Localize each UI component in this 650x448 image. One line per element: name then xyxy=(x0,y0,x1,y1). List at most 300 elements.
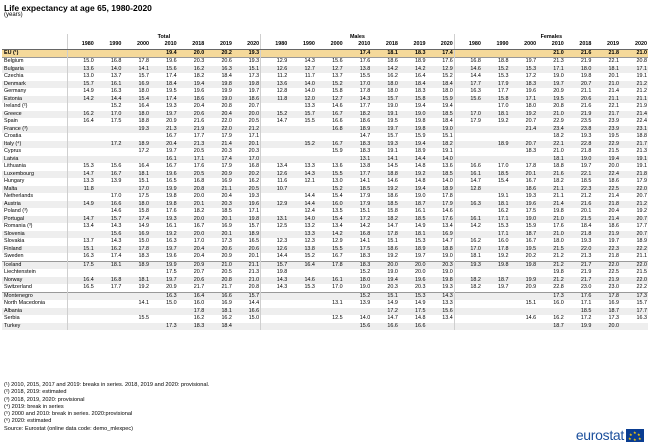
value-cell: 15.5 xyxy=(304,118,315,124)
value-cell: 15.7 xyxy=(138,73,150,79)
value-cell: 20.0 xyxy=(178,231,206,239)
value-cell: 19.4 xyxy=(399,141,427,149)
value-cell: 17.6 xyxy=(166,208,177,214)
value-cell: 14.0 xyxy=(304,88,315,94)
value-cell: 17.8 xyxy=(178,308,206,316)
value-cell: 19.8 xyxy=(233,216,261,224)
value-cell: 15.7 xyxy=(387,133,398,139)
value-cell: 22.1 xyxy=(608,103,620,109)
value-cell: 16.8 xyxy=(316,126,344,134)
value-cell: 16.1 xyxy=(150,156,178,164)
table-row xyxy=(2,58,648,66)
value-cell xyxy=(95,308,123,316)
table-row xyxy=(2,284,648,292)
country-cell: Romania (³) xyxy=(4,223,33,229)
value-cell: 17.3 xyxy=(537,292,565,300)
year-header: 2000 xyxy=(316,41,344,49)
value-cell: 20.1 xyxy=(608,73,620,79)
value-cell: 21.1 xyxy=(537,186,565,194)
value-cell: 18.5 xyxy=(580,178,592,184)
value-cell: 20.0 xyxy=(399,261,427,269)
value-cell: 17.8 xyxy=(359,88,371,94)
value-cell: 13.9 xyxy=(359,300,371,306)
value-cell: 19.7 xyxy=(509,58,537,66)
value-cell: 15.2 xyxy=(442,73,453,79)
table-row xyxy=(2,193,648,201)
table-row xyxy=(2,163,648,171)
value-cell: 18.5 xyxy=(371,201,399,209)
value-cell: 23.0 xyxy=(580,284,592,290)
value-cell: 18.1 xyxy=(482,201,510,209)
value-cell: 21.0 xyxy=(620,49,648,58)
value-cell: 21.2 xyxy=(620,81,648,89)
year-header: 2019 xyxy=(205,41,233,49)
value-cell: 16.1 xyxy=(166,223,177,229)
value-cell: 12.9 xyxy=(332,238,343,244)
value-cell: 13.4 xyxy=(442,223,453,229)
value-cell: 19.3 xyxy=(580,238,592,244)
value-cell: 12.1 xyxy=(304,178,315,184)
value-cell: 11.6 xyxy=(261,178,289,186)
value-cell: 16.6 xyxy=(95,201,123,209)
value-cell: 15.3 xyxy=(509,66,537,74)
value-cell: 14.7 xyxy=(261,118,289,126)
value-cell: 15.4 xyxy=(497,178,509,184)
value-cell: 19.4 xyxy=(592,156,620,164)
value-cell: 18.3 xyxy=(178,323,206,331)
value-cell: 20.1 xyxy=(178,201,206,209)
value-cell: 18.5 xyxy=(427,111,455,119)
group-header-total: Total xyxy=(67,34,261,41)
value-cell: 18.0 xyxy=(525,103,537,109)
table-row xyxy=(2,73,648,81)
value-cell: 11.7 xyxy=(304,73,315,79)
value-cell: 16.3 xyxy=(636,315,647,321)
value-cell: 20.8 xyxy=(221,103,232,109)
value-cell: 21.2 xyxy=(620,201,648,209)
table-row xyxy=(2,277,648,285)
value-cell: 16.3 xyxy=(454,88,482,96)
value-cell: 17.2 xyxy=(525,73,537,79)
value-cell xyxy=(95,148,123,156)
value-cell xyxy=(261,323,289,331)
value-cell: 18.7 xyxy=(592,308,620,316)
value-cell: 19.4 xyxy=(415,103,426,109)
value-cell: 20.9 xyxy=(553,88,564,94)
value-cell: 13.8 xyxy=(288,246,316,254)
value-cell: 19.7 xyxy=(415,253,426,259)
value-cell: 17.5 xyxy=(344,246,372,254)
value-cell: 17.4 xyxy=(205,156,233,164)
value-cell: 20.7 xyxy=(565,81,593,89)
value-cell: 12.7 xyxy=(316,96,344,104)
value-cell: 14.4 xyxy=(304,193,315,199)
value-cell: 22.1 xyxy=(592,58,620,66)
value-cell: 19.6 xyxy=(150,58,178,66)
value-cell: 17.9 xyxy=(221,163,232,169)
value-cell xyxy=(482,323,510,331)
value-cell: 18.2 xyxy=(344,111,372,119)
value-cell: 19.8 xyxy=(580,73,592,79)
table-body xyxy=(2,49,648,330)
value-cell: 18.8 xyxy=(636,133,647,139)
value-cell: 18.0 xyxy=(138,88,150,94)
value-cell: 16.2 xyxy=(248,178,260,184)
year-header: 2000 xyxy=(122,41,150,49)
value-cell: 13.6 xyxy=(261,81,289,89)
value-cell: 23.9 xyxy=(608,118,620,124)
value-cell: 20.7 xyxy=(509,141,537,149)
table-row xyxy=(2,308,648,316)
value-cell: 21.0 xyxy=(592,81,620,89)
value-cell: 20.6 xyxy=(205,58,233,66)
value-cell: 17.8 xyxy=(525,163,537,169)
value-cell: 16.7 xyxy=(316,141,344,149)
value-cell: 16.7 xyxy=(525,178,537,184)
value-cell: 17.8 xyxy=(122,246,150,254)
table-row xyxy=(2,261,648,269)
value-cell: 14.2 xyxy=(67,96,95,104)
value-cell xyxy=(454,103,482,111)
value-cell: 18.9 xyxy=(122,141,150,149)
value-cell: 19.8 xyxy=(509,261,537,269)
value-cell: 14.3 xyxy=(110,223,122,229)
life-expectancy-table xyxy=(2,34,648,330)
value-cell: 22.5 xyxy=(592,186,620,194)
value-cell: 18.9 xyxy=(122,261,150,269)
value-cell: 14.6 xyxy=(332,103,343,109)
value-cell: 18.7 xyxy=(482,277,510,285)
country-cell: Cyprus xyxy=(4,148,22,154)
value-cell: 17.2 xyxy=(95,141,123,149)
value-cell: 21.2 xyxy=(553,253,564,259)
value-cell xyxy=(288,300,316,308)
value-cell: 16.6 xyxy=(233,308,261,316)
value-cell: 19.9 xyxy=(509,277,537,285)
value-cell: 16.1 xyxy=(454,171,482,179)
value-cell: 20.3 xyxy=(387,284,398,290)
page-subtitle: (years) xyxy=(4,12,23,18)
value-cell: 17.3 xyxy=(608,315,620,321)
value-cell xyxy=(95,315,123,323)
value-cell: 19.8 xyxy=(261,269,289,277)
year-header-row xyxy=(2,41,648,49)
value-cell: 17.8 xyxy=(371,231,399,239)
value-cell: 17.4 xyxy=(122,216,150,224)
value-cell: 21.8 xyxy=(565,231,593,239)
value-cell: 21.9 xyxy=(580,269,592,275)
value-cell xyxy=(288,49,316,58)
value-cell xyxy=(427,323,455,331)
value-cell: 21.7 xyxy=(592,111,620,119)
value-cell: 20.6 xyxy=(178,111,206,119)
eu-flag-icon: ★ ★ ★ ★ ★ ★ xyxy=(626,429,644,442)
value-cell xyxy=(509,156,537,164)
value-cell: 19.6 xyxy=(525,88,537,94)
value-cell: 17.8 xyxy=(442,193,453,199)
value-cell: 18.6 xyxy=(387,193,398,199)
value-cell: 21.4 xyxy=(205,141,233,149)
year-header: 2020 xyxy=(620,41,648,49)
value-cell: 17.1 xyxy=(248,133,260,139)
value-cell xyxy=(122,308,150,316)
value-cell: 19.4 xyxy=(399,186,427,194)
value-cell: 15.0 xyxy=(138,238,150,244)
table-row xyxy=(2,186,648,194)
value-cell xyxy=(316,323,344,331)
country-cell: Netherlands xyxy=(4,193,34,199)
value-cell: 17.8 xyxy=(482,246,510,254)
value-cell: 20.5 xyxy=(178,171,206,179)
value-cell: 15.8 xyxy=(138,208,150,214)
value-cell: 16.4 xyxy=(67,118,95,126)
value-cell: 13.5 xyxy=(332,208,343,214)
value-cell: 15.3 xyxy=(399,292,427,300)
value-cell: 20.5 xyxy=(248,118,260,124)
country-cell: Turkey xyxy=(2,323,67,331)
value-cell: 21.5 xyxy=(636,269,647,275)
value-cell: 18.6 xyxy=(509,186,537,194)
group-header-row xyxy=(2,34,648,41)
year-header: 2019 xyxy=(399,41,427,49)
value-cell xyxy=(482,269,510,277)
value-cell: 18.9 xyxy=(427,186,455,194)
value-cell: 19.4 xyxy=(150,49,178,58)
value-cell: 18.6 xyxy=(608,178,620,184)
value-cell: 17.7 xyxy=(359,103,371,109)
value-cell: 14.0 xyxy=(442,178,453,184)
value-cell xyxy=(261,231,289,239)
value-cell: 15.9 xyxy=(332,148,343,154)
value-cell: 22.1 xyxy=(565,171,593,179)
value-cell: 18.9 xyxy=(415,148,426,154)
value-cell: 20.9 xyxy=(205,171,233,179)
value-cell: 22.2 xyxy=(636,284,647,290)
table-row xyxy=(2,171,648,179)
table-row xyxy=(2,238,648,246)
value-cell xyxy=(509,308,537,316)
value-cell: 18.7 xyxy=(537,323,565,331)
value-cell xyxy=(150,308,178,316)
value-cell: 12.7 xyxy=(288,66,316,74)
value-cell: 20.7 xyxy=(248,103,260,109)
value-cell: 15.2 xyxy=(261,111,289,119)
year-header: 1980 xyxy=(261,41,289,49)
value-cell: 19.5 xyxy=(509,246,537,254)
value-cell: 18.9 xyxy=(344,126,372,134)
value-cell: 12.8 xyxy=(261,88,289,96)
country-cell: Estonia xyxy=(2,96,67,104)
table-row xyxy=(2,208,648,216)
value-cell: 21.1 xyxy=(580,88,592,94)
year-header: 1980 xyxy=(67,41,95,49)
value-cell: 16.4 xyxy=(67,277,95,285)
value-cell: 15.9 xyxy=(415,133,426,139)
value-cell: 15.2 xyxy=(344,292,372,300)
value-cell: 17.0 xyxy=(497,103,509,109)
value-cell xyxy=(95,323,123,331)
value-cell: 19.3 xyxy=(580,133,592,139)
value-cell: 23.1 xyxy=(620,126,648,134)
value-cell: 12.9 xyxy=(261,201,289,209)
value-cell xyxy=(482,148,510,156)
value-cell: 17.0 xyxy=(344,81,372,89)
table-row xyxy=(2,103,648,111)
value-cell: 18.0 xyxy=(565,66,593,74)
value-cell: 21.5 xyxy=(608,148,620,154)
country-cell: Ireland (²) xyxy=(4,103,28,109)
value-cell: 12.6 xyxy=(261,246,289,254)
value-cell: 14.4 xyxy=(288,201,316,209)
value-cell: 20.8 xyxy=(620,58,648,66)
value-cell xyxy=(482,126,510,134)
table-row xyxy=(2,148,648,156)
value-cell: 13.9 xyxy=(110,178,122,184)
value-cell xyxy=(122,323,150,331)
value-cell: 19.2 xyxy=(399,171,427,179)
value-cell: 14.6 xyxy=(110,208,122,214)
value-cell: 20.8 xyxy=(205,277,233,285)
value-cell: 18.1 xyxy=(592,66,620,74)
value-cell: 22.4 xyxy=(636,118,647,124)
value-cell: 19.8 xyxy=(553,208,564,214)
value-cell: 13.1 xyxy=(332,300,343,306)
value-cell: 21.3 xyxy=(537,58,565,66)
value-cell: 19.0 xyxy=(415,193,426,199)
value-cell: 22.3 xyxy=(565,186,593,194)
value-cell: 16.4 xyxy=(138,163,150,169)
value-cell: 21.3 xyxy=(150,126,178,134)
value-cell: 16.8 xyxy=(95,277,123,285)
value-cell: 21.1 xyxy=(636,253,647,259)
year-header: 1990 xyxy=(482,41,510,49)
value-cell: 12.5 xyxy=(332,315,343,321)
value-cell: 21.2 xyxy=(636,88,647,94)
value-cell: 20.7 xyxy=(525,118,537,124)
value-cell: 20.3 xyxy=(415,284,426,290)
value-cell: 14.5 xyxy=(387,163,398,169)
value-cell: 17.4 xyxy=(110,253,122,259)
table-row xyxy=(2,96,648,104)
value-cell xyxy=(261,103,289,111)
table-row xyxy=(2,126,648,134)
country-cell: Finland xyxy=(2,246,67,254)
value-cell: 19.2 xyxy=(150,231,178,239)
value-cell: 16.6 xyxy=(454,163,482,171)
value-cell: 17.4 xyxy=(166,73,177,79)
value-cell xyxy=(67,231,95,239)
value-cell: 15.4 xyxy=(122,96,150,104)
value-cell: 17.1 xyxy=(482,216,510,224)
value-cell: 20.3 xyxy=(427,261,455,269)
value-cell: 22.0 xyxy=(592,261,620,269)
value-cell: 21.5 xyxy=(565,216,593,224)
value-cell: 20.4 xyxy=(178,246,206,254)
value-cell xyxy=(67,133,95,141)
value-cell: 21.4 xyxy=(509,126,537,134)
value-cell: 19.0 xyxy=(387,269,398,275)
country-cell: Montenegro xyxy=(2,292,67,300)
value-cell: 14.0 xyxy=(427,156,455,164)
value-cell: 18.9 xyxy=(482,141,510,149)
value-cell: 13.3 xyxy=(304,103,315,109)
value-cell: 15.5 xyxy=(359,73,371,79)
value-cell: 21.7 xyxy=(565,277,593,285)
value-cell: 21.3 xyxy=(248,269,260,275)
value-cell xyxy=(454,308,482,316)
value-cell: 20.4 xyxy=(608,208,620,214)
value-cell: 21.8 xyxy=(592,201,620,209)
value-cell: 20.7 xyxy=(620,216,648,224)
country-cell: Hungary xyxy=(4,178,25,184)
value-cell: 14.7 xyxy=(67,216,95,224)
value-cell: 19.9 xyxy=(565,323,593,331)
value-cell: 20.3 xyxy=(221,148,232,154)
value-cell: 20.6 xyxy=(565,96,593,104)
value-cell: 15.2 xyxy=(359,269,371,275)
value-cell: 14.7 xyxy=(442,238,453,244)
value-cell: 20.2 xyxy=(525,253,537,259)
value-cell: 13.2 xyxy=(304,223,315,229)
value-cell xyxy=(95,49,123,58)
value-cell: 17.1 xyxy=(482,231,510,239)
value-cell: 19.7 xyxy=(497,284,509,290)
value-cell: 15.0 xyxy=(166,300,177,306)
value-cell: 17.1 xyxy=(248,208,260,214)
value-cell: 20.4 xyxy=(193,103,205,109)
value-cell: 21.7 xyxy=(221,284,232,290)
value-cell xyxy=(454,208,482,216)
year-header: 2010 xyxy=(344,41,372,49)
value-cell: 21.5 xyxy=(537,246,565,254)
value-cell: 18.1 xyxy=(122,171,150,179)
value-cell: 17.6 xyxy=(427,216,455,224)
value-cell: 23.4 xyxy=(537,126,565,134)
value-cell: 13.0 xyxy=(332,178,343,184)
year-header: 2020 xyxy=(233,41,261,49)
value-cell: 14.2 xyxy=(371,66,399,74)
year-header: 1980 xyxy=(454,41,482,49)
value-cell: 15.4 xyxy=(316,216,344,224)
value-cell xyxy=(482,308,510,316)
value-cell: 21.3 xyxy=(580,253,592,259)
value-cell: 17.0 xyxy=(95,111,123,119)
value-cell: 14.4 xyxy=(95,96,123,104)
value-cell: 17.4 xyxy=(344,49,372,58)
value-cell: 14.6 xyxy=(454,66,482,74)
value-cell: 21.8 xyxy=(620,171,648,179)
value-cell xyxy=(95,300,123,308)
value-cell: 20.7 xyxy=(620,231,648,239)
value-cell: 16.2 xyxy=(454,238,482,246)
value-cell: 16.9 xyxy=(608,300,620,306)
value-cell xyxy=(509,323,537,331)
value-cell: 18.4 xyxy=(580,223,592,229)
year-header: 2018 xyxy=(371,41,399,49)
footnote: (⁶) 2020: estimated xyxy=(4,418,52,425)
value-cell: 15.1 xyxy=(233,66,261,74)
value-cell: 19.8 xyxy=(150,201,178,209)
value-cell xyxy=(454,292,482,300)
value-cell xyxy=(67,323,95,331)
value-cell xyxy=(454,133,482,141)
value-cell: 20.5 xyxy=(221,269,232,275)
value-cell: 13.6 xyxy=(332,163,343,169)
value-cell: 16.0 xyxy=(497,238,509,244)
value-cell: 20.9 xyxy=(178,261,206,269)
value-cell: 20.4 xyxy=(193,253,205,259)
value-cell: 14.3 xyxy=(261,284,289,292)
